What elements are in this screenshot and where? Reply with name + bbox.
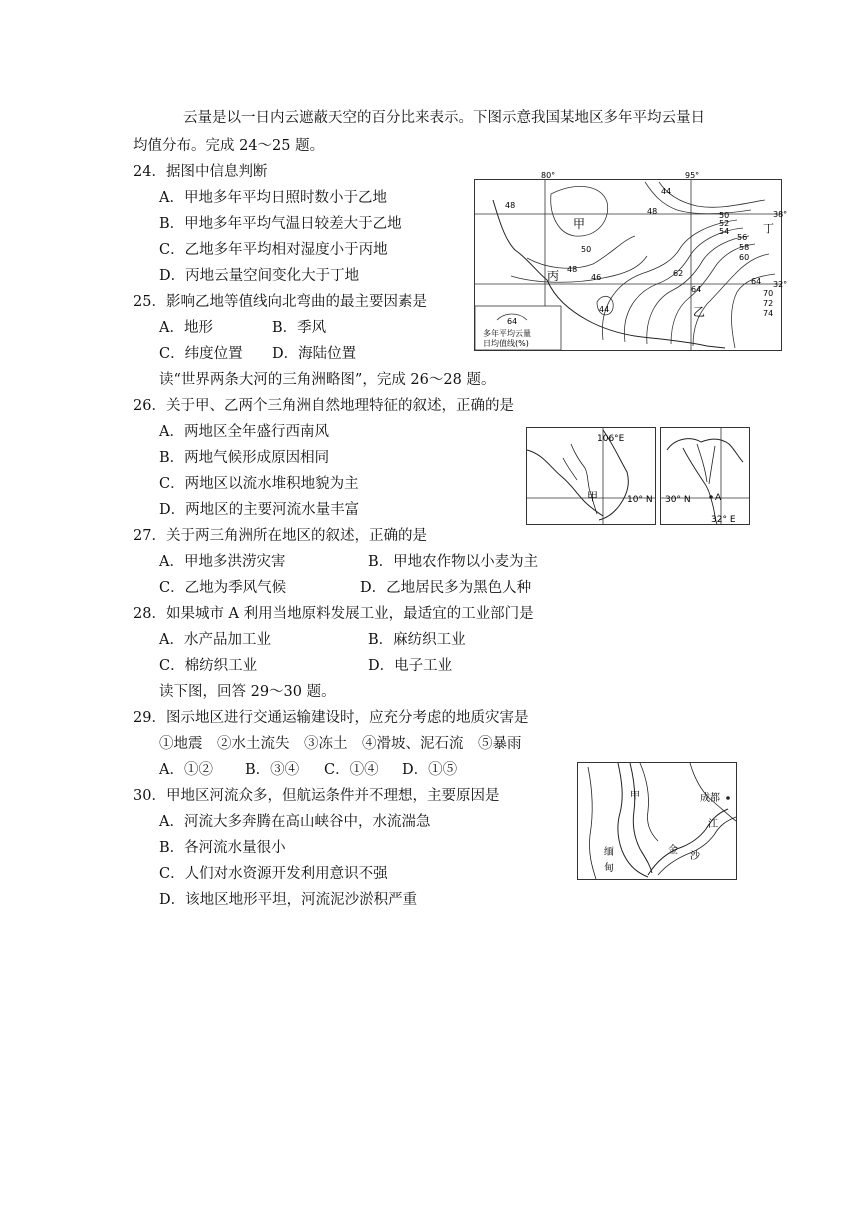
question-25-option-b: B．季风 <box>272 320 327 336</box>
sichuan-yunnan-map <box>577 762 737 880</box>
question-29-option-a: A．①② <box>159 762 213 778</box>
map1-value-70: 70 <box>763 289 774 298</box>
intro-24-25-line2: 均值分布。完成 24～25 题。 <box>133 138 325 154</box>
question-29-option-b: B．③④ <box>245 762 300 778</box>
map3-jin-label: 金 <box>668 845 678 856</box>
question-30-option-d: D．该地区地形平坦，河流泥沙淤积严重 <box>159 892 418 908</box>
map1-lat38-label: 38° <box>773 210 788 219</box>
delta-map-nile-svg <box>661 428 749 524</box>
map1-value-58: 58 <box>739 243 750 252</box>
question-28-option-a: A．水产品加工业 <box>159 632 271 648</box>
map1-value-60: 60 <box>739 253 750 262</box>
question-26-option-a: A．两地区全年盛行西南风 <box>159 424 329 440</box>
question-30-option-b: B．各河流水量很小 <box>159 840 286 856</box>
question-27-option-d: D．乙地居民多为黑色人种 <box>360 580 532 596</box>
map1-value-64b: 64 <box>751 277 762 286</box>
map1-legend-line2: 日均值线(%) <box>483 339 529 348</box>
question-28-option-b: B．麻纺织工业 <box>368 632 466 648</box>
delta-map-mekong <box>526 427 656 525</box>
question-29-option-d: D．①⑤ <box>402 762 458 778</box>
question-29-stem: 29．图示地区进行交通运输建设时，应充分考虑的地质灾害是 <box>133 710 529 726</box>
sichuan-yunnan-map-svg <box>578 763 736 879</box>
map1-lat32-label: 32° <box>773 280 788 289</box>
map3-dian-label: 甸 <box>604 863 614 874</box>
question-27-option-a: A．甲地多洪涝灾害 <box>159 554 286 570</box>
map1-value-54: 54 <box>719 227 730 236</box>
question-24-option-b: B．甲地多年平均气温日较差大于乙地 <box>159 216 402 232</box>
map1-value-52: 52 <box>719 219 730 228</box>
question-25-option-d: D．海陆位置 <box>272 346 357 362</box>
map1-yi-label: 乙 <box>693 305 706 319</box>
map1-value-48b: 48 <box>647 207 658 216</box>
map2-jia-label: 甲 <box>587 490 598 503</box>
question-29-items: ①地震 ②水土流失 ③冻土 ④滑坡、泥石流 ⑤暴雨 <box>159 736 522 752</box>
question-28-option-c: C．棉纺织工业 <box>159 658 258 674</box>
map1-value-44a: 44 <box>661 187 672 196</box>
question-27-stem: 27．关于两三角洲所在地区的叙述，正确的是 <box>133 528 427 544</box>
question-27-option-c: C．乙地为季风气候 <box>159 580 287 596</box>
map1-jia-label: 甲 <box>573 217 586 231</box>
map1-lon80-label: 80° <box>541 171 556 180</box>
map1-value-46: 46 <box>591 273 602 282</box>
question-28-stem: 28．如果城市 A 利用当地原料发展工业，最适宜的工业部门是 <box>133 606 534 622</box>
map1-value-44b: 44 <box>599 305 610 314</box>
question-24-option-c: C．乙地多年平均相对湿度小于丙地 <box>159 242 388 258</box>
question-24-option-a: A．甲地多年平均日照时数小于乙地 <box>159 190 387 206</box>
question-25-stem: 25．影响乙地等值线向北弯曲的最主要因素是 <box>133 294 427 310</box>
map1-value-56: 56 <box>737 233 748 242</box>
question-26-stem: 26．关于甲、乙两个三角洲自然地理特征的叙述，正确的是 <box>133 398 514 414</box>
question-30-stem: 30．甲地区河流众多，但航运条件并不理想，主要原因是 <box>133 788 500 804</box>
map1-value-48c: 48 <box>567 265 578 274</box>
question-27-option-b: B．甲地农作物以小麦为主 <box>368 554 539 570</box>
question-28-option-d: D．电子工业 <box>368 658 453 674</box>
map1-value-48a: 48 <box>505 201 516 210</box>
question-26-option-c: C．两地区以流水堆积地貌为主 <box>159 476 359 492</box>
map1-ding-label: 丁 <box>763 222 774 235</box>
map2-city-a-label: A <box>715 493 722 503</box>
map3-chengdu-label: 成都 <box>700 793 720 804</box>
delta-map-mekong-svg <box>527 428 655 524</box>
intro-29-30: 读下图，回答 29～30 题。 <box>159 684 336 700</box>
map3-sha-label: 沙 <box>690 851 700 862</box>
question-30-option-c: C．人们对水资源开发利用意识不强 <box>159 866 388 882</box>
question-26-option-d: D．两地区的主要河流水量丰富 <box>159 502 360 518</box>
map3-jiang-label: 江 <box>708 819 718 830</box>
map3-mian-label: 缅 <box>604 847 614 858</box>
map3-jia-label: 甲 <box>630 791 640 802</box>
map1-value-64a: 64 <box>691 285 702 294</box>
map2-lat10-label: 10° N <box>627 495 653 505</box>
question-25-option-c: C．纬度位置 <box>159 346 243 362</box>
cloud-cover-map-svg <box>475 171 788 350</box>
map2-lon32-label: 32° E <box>711 515 736 525</box>
map1-legend-line1: 多年平均云量 <box>483 329 531 338</box>
question-24-option-d: D．丙地云量空间变化大于丁地 <box>159 268 360 284</box>
map1-value-62: 62 <box>673 269 684 278</box>
map1-value-74: 74 <box>763 309 774 318</box>
intro-26-28: 读“世界两条大河的三角洲略图”，完成 26～28 题。 <box>159 372 496 388</box>
question-26-option-b: B．两地气候形成原因相同 <box>159 450 330 466</box>
question-25-option-a: A．地形 <box>159 320 213 336</box>
map2-lat30-label: 30° N <box>665 495 691 505</box>
question-29-option-c: C．①④ <box>324 762 379 778</box>
map1-value-50b: 50 <box>719 211 730 220</box>
question-24-stem: 24．据图中信息判断 <box>133 164 268 180</box>
map1-value-72: 72 <box>763 299 774 308</box>
map1-legend-value: 64 <box>507 317 518 326</box>
map1-bing-label: 丙 <box>547 269 560 283</box>
map1-lon95-label: 95° <box>685 171 700 180</box>
map1-value-50a: 50 <box>581 245 592 254</box>
intro-24-25-line1: 云量是以一日内云遮蔽天空的百分比来表示。下图示意我国某地区多年平均云量日 <box>183 110 705 126</box>
cloud-cover-map <box>474 171 788 351</box>
delta-map-nile <box>660 427 750 525</box>
question-30-option-a: A．河流大多奔腾在高山峡谷中，水流湍急 <box>159 814 431 830</box>
map2-lon106-label: 106°E <box>597 434 625 444</box>
